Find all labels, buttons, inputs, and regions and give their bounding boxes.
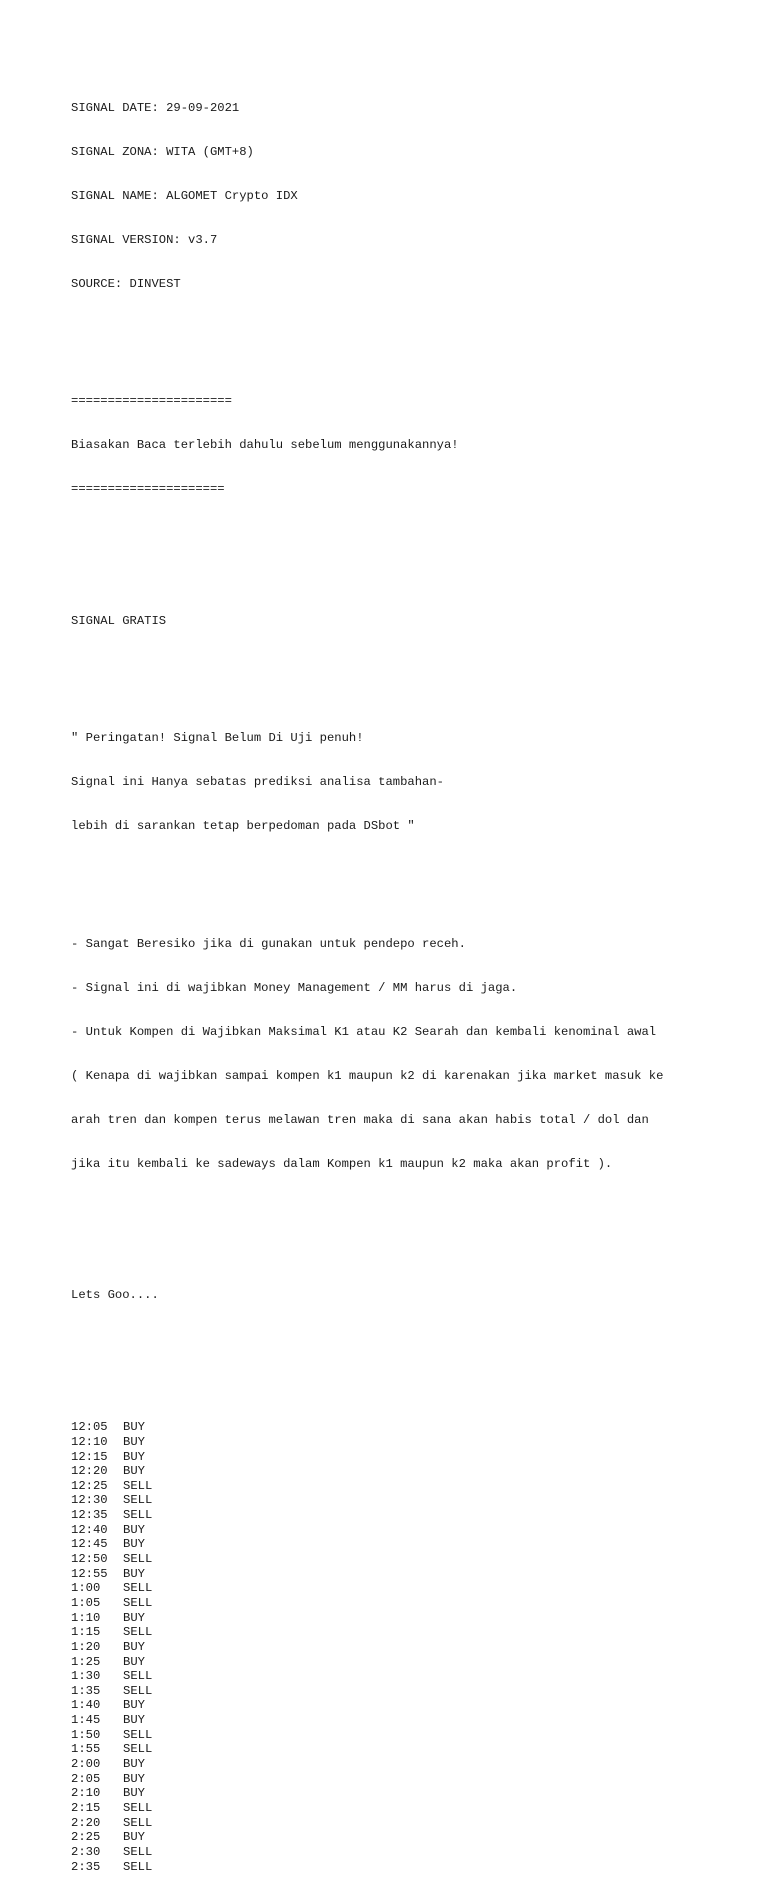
signal-time: 2:05 — [71, 1771, 101, 1786]
signal-action: BUY — [123, 1464, 145, 1479]
signal-row — [71, 1713, 748, 1728]
signal-row — [71, 1816, 748, 1831]
signal-row — [71, 1757, 748, 1772]
signal-list — [71, 1420, 748, 1874]
signal-time: 12:10 — [71, 1434, 108, 1449]
signal-time: 1:50 — [71, 1727, 101, 1742]
signal-action: BUY — [123, 1537, 145, 1552]
signal-name: SIGNAL NAME: ALGOMET Crypto IDX — [71, 189, 298, 204]
spacer — [71, 673, 748, 688]
signal-action: BUY — [123, 1566, 145, 1581]
signal-version: SIGNAL VERSION: v3.7 — [71, 233, 218, 248]
signal-time: 12:30 — [71, 1493, 108, 1508]
signal-time: 12:35 — [71, 1508, 108, 1523]
spacer — [71, 1347, 748, 1376]
signal-row — [71, 1669, 748, 1684]
signal-row — [71, 1698, 748, 1713]
signal-action: SELL — [123, 1493, 153, 1508]
signal-row — [71, 1420, 748, 1435]
document-page — [71, 72, 748, 1889]
notice-bottom-rule: ===================== — [71, 482, 225, 497]
signal-row — [71, 1801, 748, 1816]
signal-time: 1:15 — [71, 1625, 101, 1640]
signal-action: SELL — [123, 1683, 153, 1698]
signal-time: 12:15 — [71, 1449, 108, 1464]
signal-action: SELL — [123, 1742, 153, 1757]
signal-action: SELL — [123, 1727, 153, 1742]
spacer — [71, 1215, 748, 1244]
signal-time: 2:35 — [71, 1859, 101, 1874]
closing-text: Lets Goo.... — [71, 1288, 159, 1303]
rule-line-2: - Signal ini di wajibkan Money Management / MM harus di jaga. — [71, 980, 518, 995]
signal-action: SELL — [123, 1478, 153, 1493]
warning-line-2: Signal ini Hanya sebatas prediksi analisa tambahan- — [71, 775, 444, 790]
signal-action: BUY — [123, 1420, 145, 1435]
signal-row — [71, 1684, 748, 1699]
signal-action: SELL — [123, 1800, 153, 1815]
signal-time: 12:45 — [71, 1537, 108, 1552]
signal-date: SIGNAL DATE: 29-09-2021 — [71, 101, 240, 116]
signal-time: 12:55 — [71, 1566, 108, 1581]
signal-time: 12:25 — [71, 1478, 108, 1493]
spacer — [71, 541, 748, 570]
signal-time: 1:55 — [71, 1742, 101, 1757]
signal-zona: SIGNAL ZONA: WITA (GMT+8) — [71, 145, 254, 160]
warning-line-3: lebih di sarankan tetap berpedoman pada DSbot " — [71, 819, 415, 834]
signal-action: BUY — [123, 1713, 145, 1728]
signal-action: SELL — [123, 1859, 153, 1874]
signal-action: SELL — [123, 1815, 153, 1830]
rule-line-1: - Sangat Beresiko jika di gunakan untuk pendepo receh. — [71, 936, 466, 951]
signal-row — [71, 1625, 748, 1640]
signal-row — [71, 1464, 748, 1479]
signal-action: SELL — [123, 1669, 153, 1684]
signal-row — [71, 1655, 748, 1670]
signal-action: BUY — [123, 1610, 145, 1625]
signal-row — [71, 1742, 748, 1757]
signal-time: 1:30 — [71, 1669, 101, 1684]
signal-row — [71, 1479, 748, 1494]
signal-row — [71, 1845, 748, 1860]
signal-row — [71, 1537, 748, 1552]
signal-time: 12:50 — [71, 1552, 108, 1567]
signal-row — [71, 1786, 748, 1801]
signal-time: 1:25 — [71, 1654, 101, 1669]
rule-line-5: arah tren dan kompen terus melawan tren maka di sana akan habis total / dol dan — [71, 1112, 649, 1127]
signal-row — [71, 1567, 748, 1582]
signal-row — [71, 1523, 748, 1538]
signal-time: 1:40 — [71, 1698, 101, 1713]
signal-time: 2:00 — [71, 1757, 101, 1772]
signal-action: SELL — [123, 1581, 153, 1596]
signal-action: SELL — [123, 1552, 153, 1567]
rule-line-6: jika itu kembali ke sadeways dalam Kompen k1 maupun k2 maka akan profit ). — [71, 1156, 613, 1171]
signal-time: 1:10 — [71, 1610, 101, 1625]
signal-action: SELL — [123, 1508, 153, 1523]
signal-row — [71, 1640, 748, 1655]
signal-time: 12:05 — [71, 1420, 108, 1435]
signal-time: 2:15 — [71, 1800, 101, 1815]
signal-action: BUY — [123, 1522, 145, 1537]
signal-time: 12:40 — [71, 1522, 108, 1537]
signal-action: BUY — [123, 1771, 145, 1786]
spacer — [71, 336, 748, 351]
signal-action: SELL — [123, 1844, 153, 1859]
signal-time: 1:45 — [71, 1713, 101, 1728]
warning-line-1: " Peringatan! Signal Belum Di Uji penuh! — [71, 731, 364, 746]
signal-time: 1:05 — [71, 1595, 101, 1610]
spacer — [71, 878, 748, 893]
signal-row — [71, 1450, 748, 1465]
signal-time: 2:20 — [71, 1815, 101, 1830]
signal-row — [71, 1581, 748, 1596]
signal-source: SOURCE: DINVEST — [71, 277, 181, 292]
signal-row — [71, 1772, 748, 1787]
signal-action: BUY — [123, 1757, 145, 1772]
signal-row — [71, 1552, 748, 1567]
signal-row — [71, 1728, 748, 1743]
signal-time: 1:35 — [71, 1683, 101, 1698]
signal-action: BUY — [123, 1449, 145, 1464]
signal-row — [71, 1860, 748, 1875]
rule-line-4: ( Kenapa di wajibkan sampai kompen k1 maupun k2 di karenakan jika market masuk ke — [71, 1068, 664, 1083]
signal-row — [71, 1435, 748, 1450]
signal-time: 2:25 — [71, 1830, 101, 1845]
signal-action: BUY — [123, 1698, 145, 1713]
signal-row — [71, 1611, 748, 1626]
section-title: SIGNAL GRATIS — [71, 614, 167, 629]
signal-row — [71, 1493, 748, 1508]
signal-action: BUY — [123, 1786, 145, 1801]
signal-row — [71, 1830, 748, 1845]
signal-action: BUY — [123, 1434, 145, 1449]
rule-line-3: - Untuk Kompen di Wajibkan Maksimal K1 atau K2 Searah dan kembali kenominal awal — [71, 1024, 657, 1039]
signal-time: 2:10 — [71, 1786, 101, 1801]
signal-action: SELL — [123, 1595, 153, 1610]
signal-row — [71, 1508, 748, 1523]
signal-time: 1:20 — [71, 1639, 101, 1654]
signal-action: BUY — [123, 1654, 145, 1669]
notice-text: Biasakan Baca terlebih dahulu sebelum menggunakannya! — [71, 438, 459, 453]
signal-row — [71, 1596, 748, 1611]
notice-top-rule: ====================== — [71, 394, 232, 409]
signal-action: SELL — [123, 1625, 153, 1640]
signal-time: 1:00 — [71, 1581, 101, 1596]
signal-action: BUY — [123, 1639, 145, 1654]
signal-action: BUY — [123, 1830, 145, 1845]
signal-time: 12:20 — [71, 1464, 108, 1479]
signal-time: 2:30 — [71, 1844, 101, 1859]
